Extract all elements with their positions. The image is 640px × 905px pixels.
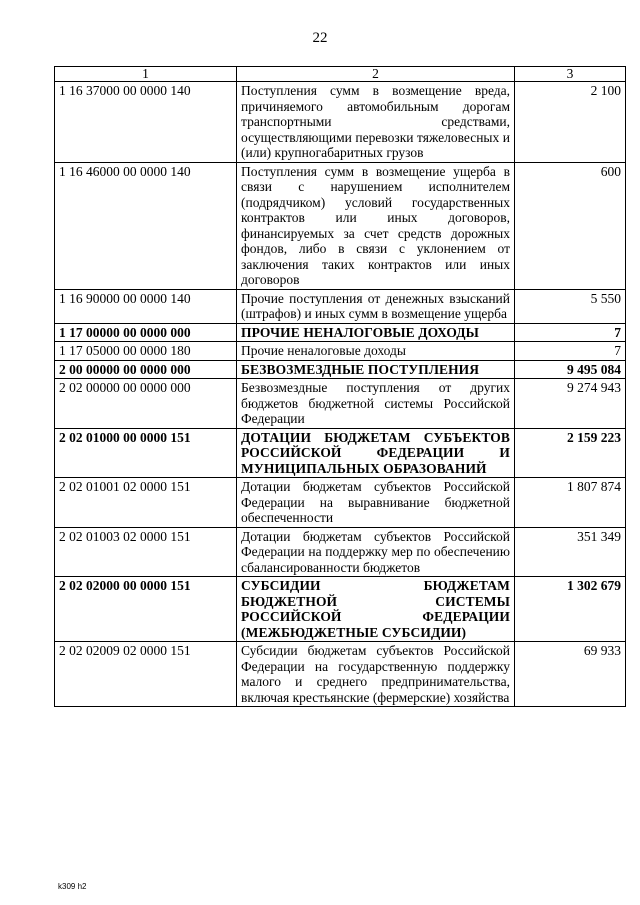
amount-cell: 351 349 xyxy=(515,527,626,577)
code-cell: 2 02 01003 02 0000 151 xyxy=(55,527,237,577)
amount-cell: 1 807 874 xyxy=(515,478,626,528)
table-row xyxy=(55,527,626,577)
code-cell: 2 00 00000 00 0000 000 xyxy=(55,360,237,379)
column-header-code: 1 xyxy=(55,67,237,82)
name-cell: СУБСИДИИ БЮДЖЕТАМ БЮДЖЕТНОЙ СИСТЕМЫ РОССИЙСКОЙ ФЕДЕРАЦИИ (МЕЖБЮДЖЕТНЫЕ СУБСИДИИ) xyxy=(237,577,515,642)
page-number: 22 xyxy=(312,30,328,46)
code-cell: 2 02 02009 02 0000 151 xyxy=(55,642,237,707)
amount-cell: 1 302 679 xyxy=(515,577,626,642)
code-cell: 1 16 46000 00 0000 140 xyxy=(55,162,237,289)
code-cell: 2 02 00000 00 0000 000 xyxy=(55,379,237,429)
name-cell: Прочие неналоговые доходы xyxy=(237,342,515,361)
name-cell: Дотации бюджетам субъектов Российской Федерации на поддержку мер по обеспечению сбалансированности бюджетов xyxy=(237,527,515,577)
name-cell: Субсидии бюджетам субъектов Российской Федерации на государственную поддержку малого и среднего предпринимательства, включая крестьянские (фермерские) хозяйства xyxy=(237,642,515,707)
table-row xyxy=(55,289,626,323)
amount-cell: 5 550 xyxy=(515,289,626,323)
name-cell: ПРОЧИЕ НЕНАЛОГОВЫЕ ДОХОДЫ xyxy=(237,323,515,342)
amount-cell: 2 100 xyxy=(515,82,626,163)
table-row xyxy=(55,323,626,342)
footer-code: k309 h2 xyxy=(58,882,87,891)
amount-cell: 9 495 084 xyxy=(515,360,626,379)
column-header-amount: 3 xyxy=(515,67,626,82)
name-cell: Дотации бюджетам субъектов Российской Федерации на выравнивание бюджетной обеспеченности xyxy=(237,478,515,528)
amount-cell: 69 933 xyxy=(515,642,626,707)
amount-cell: 9 274 943 xyxy=(515,379,626,429)
table-header-row xyxy=(55,67,626,82)
name-cell: Безвозмездные поступления от других бюджетов бюджетной системы Российской Федерации xyxy=(237,379,515,429)
budget-table xyxy=(54,66,626,707)
table-row xyxy=(55,360,626,379)
code-cell: 1 17 00000 00 0000 000 xyxy=(55,323,237,342)
name-cell: Прочие поступления от денежных взысканий (штрафов) и иных сумм в возмещение ущерба xyxy=(237,289,515,323)
table-row xyxy=(55,162,626,289)
name-cell: БЕЗВОЗМЕЗДНЫЕ ПОСТУПЛЕНИЯ xyxy=(237,360,515,379)
code-cell: 2 02 01001 02 0000 151 xyxy=(55,478,237,528)
table-row xyxy=(55,428,626,478)
code-cell: 1 16 37000 00 0000 140 xyxy=(55,82,237,163)
table-row xyxy=(55,379,626,429)
name-cell: Поступления сумм в возмещение вреда, причиняемого автомобильным дорогам транспортными средствами, осуществляющими перевозки тяжеловесных и (или) крупногабаритных грузов xyxy=(237,82,515,163)
column-header-name: 2 xyxy=(237,67,515,82)
table-row xyxy=(55,642,626,707)
amount-cell: 7 xyxy=(515,342,626,361)
table-row xyxy=(55,342,626,361)
code-cell: 2 02 02000 00 0000 151 xyxy=(55,577,237,642)
code-cell: 1 16 90000 00 0000 140 xyxy=(55,289,237,323)
name-cell: Поступления сумм в возмещение ущерба в связи с нарушением исполнителем (подрядчиком) условий государственных контрактов или иных договоров, финансируемых за счет средств дорожных фондов, либо в связи с уклонением от заключения таких контрактов или иных договоров xyxy=(237,162,515,289)
amount-cell: 600 xyxy=(515,162,626,289)
code-cell: 2 02 01000 00 0000 151 xyxy=(55,428,237,478)
amount-cell: 7 xyxy=(515,323,626,342)
table-row xyxy=(55,82,626,163)
name-cell: ДОТАЦИИ БЮДЖЕТАМ СУБЪЕКТОВ РОССИЙСКОЙ ФЕДЕРАЦИИ И МУНИЦИПАЛЬНЫХ ОБРАЗОВАНИЙ xyxy=(237,428,515,478)
table-row xyxy=(55,577,626,642)
table-body xyxy=(55,82,626,707)
table-row xyxy=(55,478,626,528)
code-cell: 1 17 05000 00 0000 180 xyxy=(55,342,237,361)
amount-cell: 2 159 223 xyxy=(515,428,626,478)
